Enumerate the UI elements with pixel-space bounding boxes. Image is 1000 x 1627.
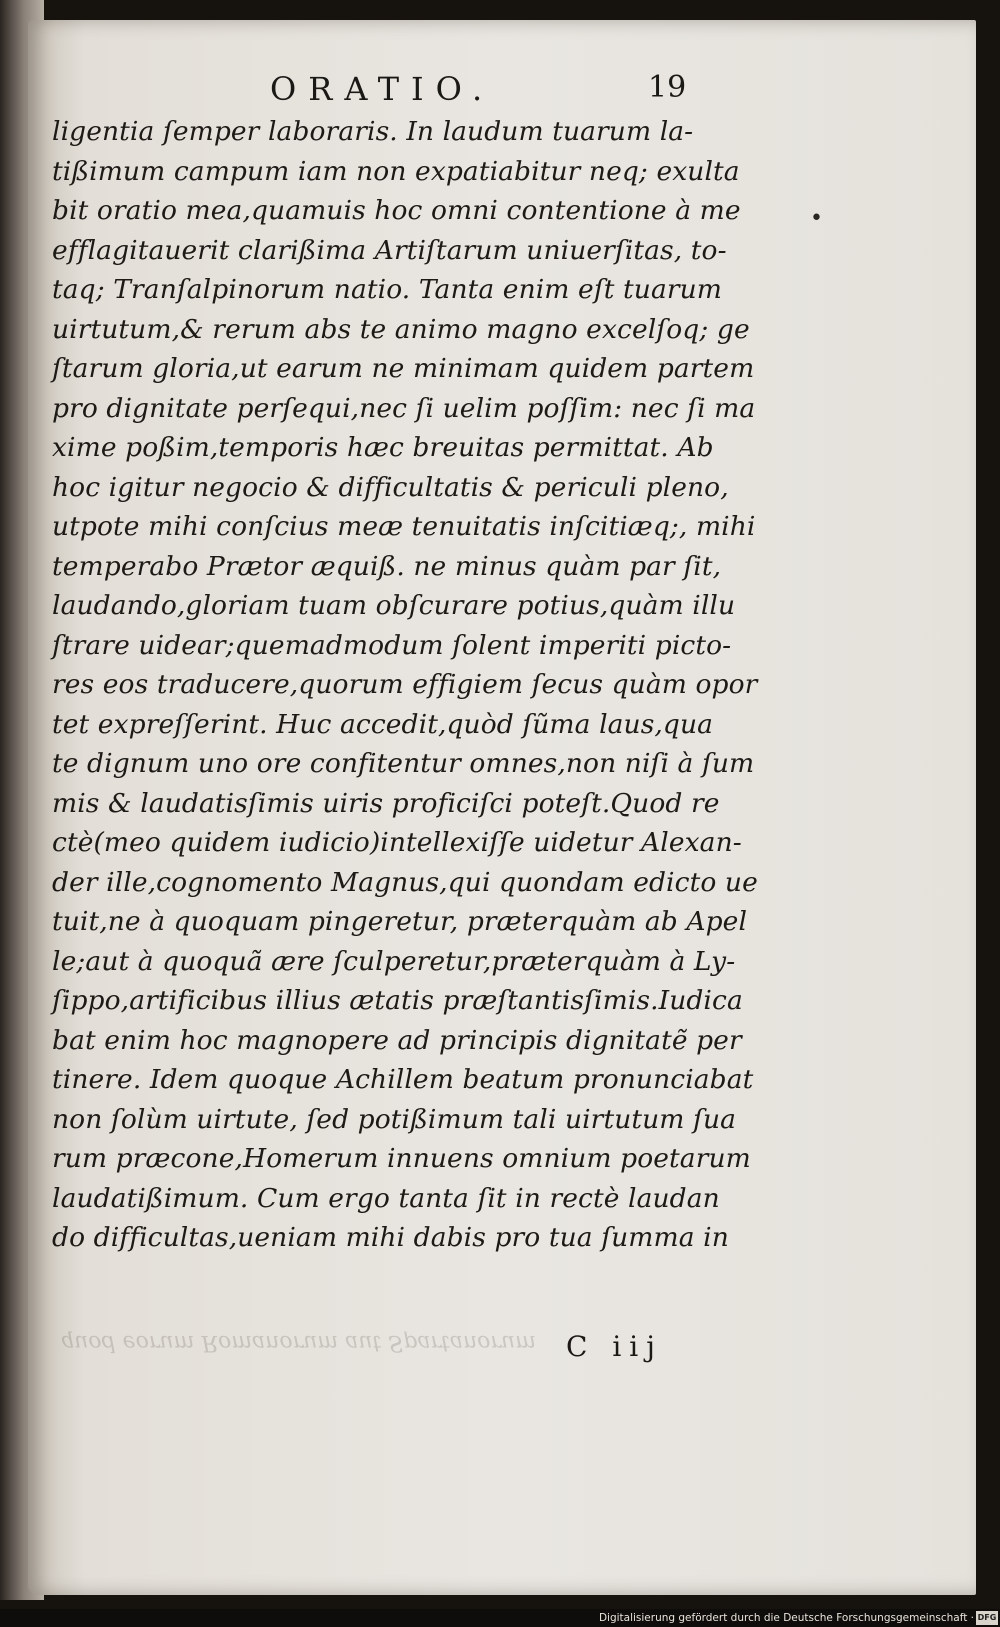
text-line: tißimum campum iam non expatiabitur neq; exulta — [52, 155, 740, 187]
body-text — [52, 112, 792, 1258]
funding-credit: Digitalisierung gefördert durch die Deutsche Forschungsgemeinschaft · — [598, 1612, 974, 1624]
text-line: tinere. Idem quoque Achillem beatum pronunciabat — [52, 1064, 754, 1095]
footer-bar — [0, 1609, 1000, 1627]
text-line: der ille,cognomento Magnus,qui quondam edicto ue — [52, 866, 758, 898]
running-head: ORATIO. — [270, 70, 495, 108]
text-line: xime poßim,temporis hæc breuitas permittat. Ab — [52, 432, 714, 463]
text-line: mis & laudatisſimis uiris proficiſci poteſt.Quod re — [52, 787, 720, 819]
text-line: taq; Tranſalpinorum natio. Tanta enim eſt tuarum — [52, 274, 723, 305]
text-line: bit oratio mea,quamuis hoc omni contentione à me — [52, 195, 741, 226]
text-line: tuit,ne à quoquam pingeretur, præterquàm ab Apel — [52, 906, 748, 937]
text-line: temperabo Prætor æquiß. ne minus quàm par ſit, — [52, 550, 722, 582]
text-line: do difficultas,ueniam mihi dabis pro tua ſumma in — [52, 1222, 729, 1253]
text-line: bat enim hoc magnopere ad principis dignitatẽ per — [52, 1024, 742, 1056]
signature-mark: C iij — [566, 1330, 663, 1363]
text-line: ſtarum gloria,ut earum ne minimam quidem partem — [52, 353, 755, 384]
dfg-logo-icon: DFG — [976, 1611, 998, 1625]
page-number: 19 — [648, 70, 687, 105]
text-line: hoc igitur negocio & difficultatis & periculi pleno, — [52, 471, 729, 503]
text-line: ctè(meo quidem iudicio)intellexiſſe uidetur Alexan- — [52, 827, 742, 858]
bleed-through-text: quod eorum Romanorum aut Spartanorum — [60, 1330, 536, 1355]
text-line: laudando,gloriam tuam obſcurare potius,quàm illu — [52, 590, 736, 621]
text-line: ligentia ſemper laboraris. In laudum tuarum la- — [52, 116, 694, 147]
text-line: rum præcone,Homerum innuens omnium poetarum — [52, 1143, 751, 1174]
text-line: non ſolùm uirtute, ſed potißimum tali uirtutum ſua — [52, 1103, 737, 1135]
text-line: le;aut à quoquã ære ſculperetur,præterquàm à Ly- — [52, 945, 736, 977]
text-line: res eos traducere,quorum effigiem ſecus quàm opor — [52, 669, 758, 700]
text-line: uirtutum,& rerum abs te animo magno excelſoq; ge — [52, 313, 750, 345]
text-line: laudatißimum. Cum ergo tanta ſit in rectè laudan — [52, 1182, 720, 1214]
text-line: efflagitauerit clarißima Artiſtarum uniuerſitas, to- — [52, 234, 727, 266]
page-header — [0, 70, 1000, 110]
text-line: ſtrare uidear;quemadmodum ſolent imperiti picto- — [52, 629, 732, 661]
text-line: te dignum uno ore confitentur omnes,non niſi à ſum — [52, 748, 755, 779]
text-line: pro dignitate perſequi,nec ſi uelim poſſim: nec ſi ma — [52, 392, 756, 424]
text-line: ſippo,artificibus illius ætatis præſtantisſimis.Iudica — [52, 985, 743, 1016]
text-line: utpote mihi conſcius meæ tenuitatis inſcitiæq;, mihi — [52, 511, 756, 542]
text-line: tet expreſſerint. Huc accedit,quòd ſũma laus,qua — [52, 708, 714, 740]
margin-mark: • — [810, 206, 823, 231]
